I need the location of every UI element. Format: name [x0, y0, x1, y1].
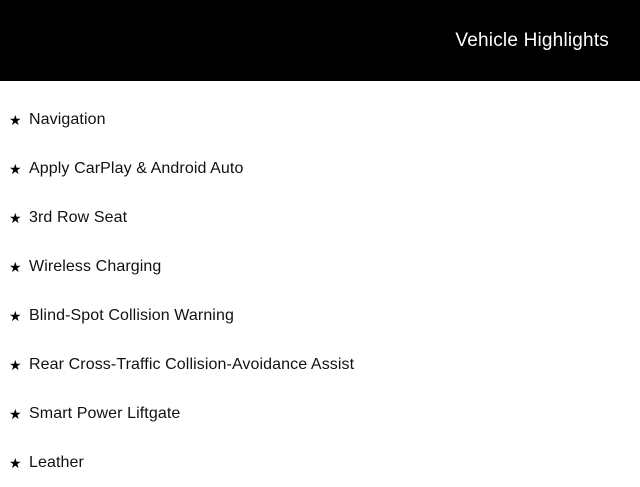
header-bar [0, 0, 640, 81]
list-item-label: Leather [29, 453, 84, 471]
list-item [0, 340, 640, 389]
star-icon: ★ [9, 160, 22, 177]
star-icon: ★ [9, 307, 22, 324]
list-item [0, 291, 640, 340]
list-item-label: Navigation [29, 110, 106, 128]
list-item [0, 144, 640, 193]
page-title: Vehicle Highlights [455, 30, 609, 51]
list-item-label: 3rd Row Seat [29, 208, 128, 226]
star-icon: ★ [9, 111, 22, 128]
list-item-label: Blind-Spot Collision Warning [29, 306, 234, 324]
list-item-label: Smart Power Liftgate [29, 404, 181, 422]
list-item [0, 193, 640, 242]
star-icon: ★ [9, 454, 22, 471]
list-item-label: Wireless Charging [29, 257, 162, 275]
list-item [0, 95, 640, 144]
star-icon: ★ [9, 356, 22, 373]
list-item [0, 242, 640, 291]
star-icon: ★ [9, 405, 22, 422]
vehicle-highlights-list [0, 81, 640, 487]
star-icon: ★ [9, 209, 22, 226]
list-item-label: Apply CarPlay & Android Auto [29, 159, 244, 177]
list-item-label: Rear Cross-Traffic Collision-Avoidance Assist [29, 355, 355, 373]
star-icon: ★ [9, 258, 22, 275]
list-item [0, 389, 640, 438]
